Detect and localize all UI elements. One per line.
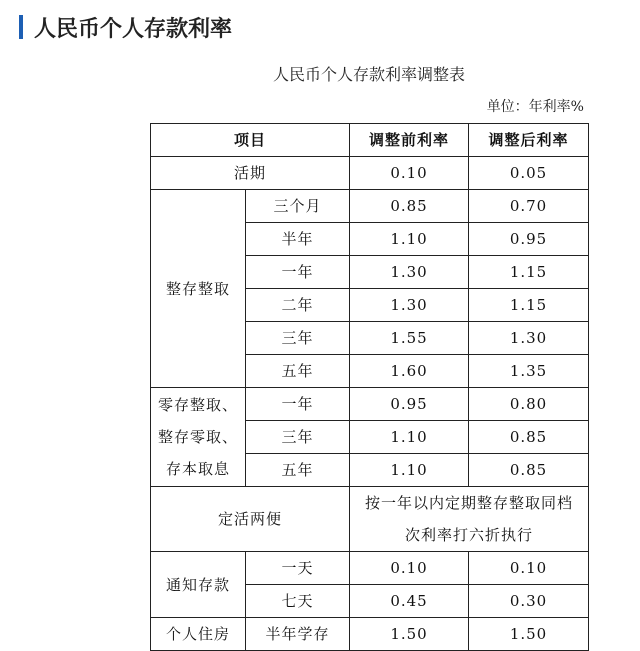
rate-after: 0.80 — [469, 388, 589, 421]
term: 七天 — [246, 585, 350, 618]
rate-after: 0.85 — [469, 454, 589, 487]
table-header-row — [151, 124, 589, 157]
term: 五年 — [246, 355, 350, 388]
flexible-note-line: 按一年以内定期整存整取同档 — [365, 494, 574, 512]
rate-before: 0.10 — [350, 157, 469, 190]
term: 三年 — [246, 322, 350, 355]
rate-after: 0.05 — [469, 157, 589, 190]
table-row — [151, 190, 589, 223]
rate-after: 1.35 — [469, 355, 589, 388]
page-title: 人民币个人存款利率 — [34, 16, 233, 42]
rate-before: 1.10 — [350, 223, 469, 256]
rate-table — [150, 123, 589, 651]
rate-before: 1.50 — [350, 618, 469, 651]
header-before: 调整前利率 — [350, 124, 469, 157]
table-row — [151, 388, 589, 421]
fixed-category: 整存整取 — [151, 190, 246, 388]
term: 半年 — [246, 223, 350, 256]
rate-before: 1.55 — [350, 322, 469, 355]
rate-after: 1.30 — [469, 322, 589, 355]
header-item: 项目 — [151, 124, 350, 157]
installment-category-line: 零存整取、 — [157, 396, 238, 414]
unit-label: 单位：年利率% — [486, 99, 584, 115]
header-after: 调整后利率 — [469, 124, 589, 157]
table-title: 人民币个人存款利率调整表 — [272, 65, 465, 84]
term: 三个月 — [246, 190, 350, 223]
demand-label: 活期 — [151, 157, 350, 190]
table-row — [151, 552, 589, 585]
rate-after: 0.95 — [469, 223, 589, 256]
flexible-label: 定活两便 — [151, 487, 350, 552]
rate-after: 0.10 — [469, 552, 589, 585]
table-row — [151, 487, 589, 552]
term: 三年 — [246, 421, 350, 454]
heading-accent-bar — [19, 15, 23, 39]
rate-before: 0.85 — [350, 190, 469, 223]
term: 二年 — [246, 289, 350, 322]
rate-after: 1.15 — [469, 289, 589, 322]
term: 半年学存 — [246, 618, 350, 651]
rate-before: 1.30 — [350, 256, 469, 289]
rate-before: 0.95 — [350, 388, 469, 421]
installment-category-line: 存本取息 — [165, 460, 230, 478]
rate-before: 0.45 — [350, 585, 469, 618]
term: 一年 — [246, 256, 350, 289]
term: 一年 — [246, 388, 350, 421]
rate-before: 1.10 — [350, 454, 469, 487]
flexible-note-line: 次利率打六折执行 — [405, 526, 534, 544]
term: 一天 — [246, 552, 350, 585]
rate-after: 0.70 — [469, 190, 589, 223]
rate-after: 0.30 — [469, 585, 589, 618]
rate-before: 0.10 — [350, 552, 469, 585]
installment-category-line: 整存零取、 — [157, 428, 238, 446]
rate-before: 1.30 — [350, 289, 469, 322]
term: 五年 — [246, 454, 350, 487]
rate-before: 1.60 — [350, 355, 469, 388]
rate-before: 1.10 — [350, 421, 469, 454]
partial-label: 个人住房 — [151, 618, 246, 651]
installment-category — [151, 388, 246, 487]
table-row — [151, 618, 589, 651]
table-row — [151, 157, 589, 190]
rate-after: 1.50 — [469, 618, 589, 651]
flexible-note — [350, 487, 589, 552]
rate-after: 1.15 — [469, 256, 589, 289]
notice-category: 通知存款 — [151, 552, 246, 618]
page-heading — [19, 12, 232, 42]
rate-after: 0.85 — [469, 421, 589, 454]
